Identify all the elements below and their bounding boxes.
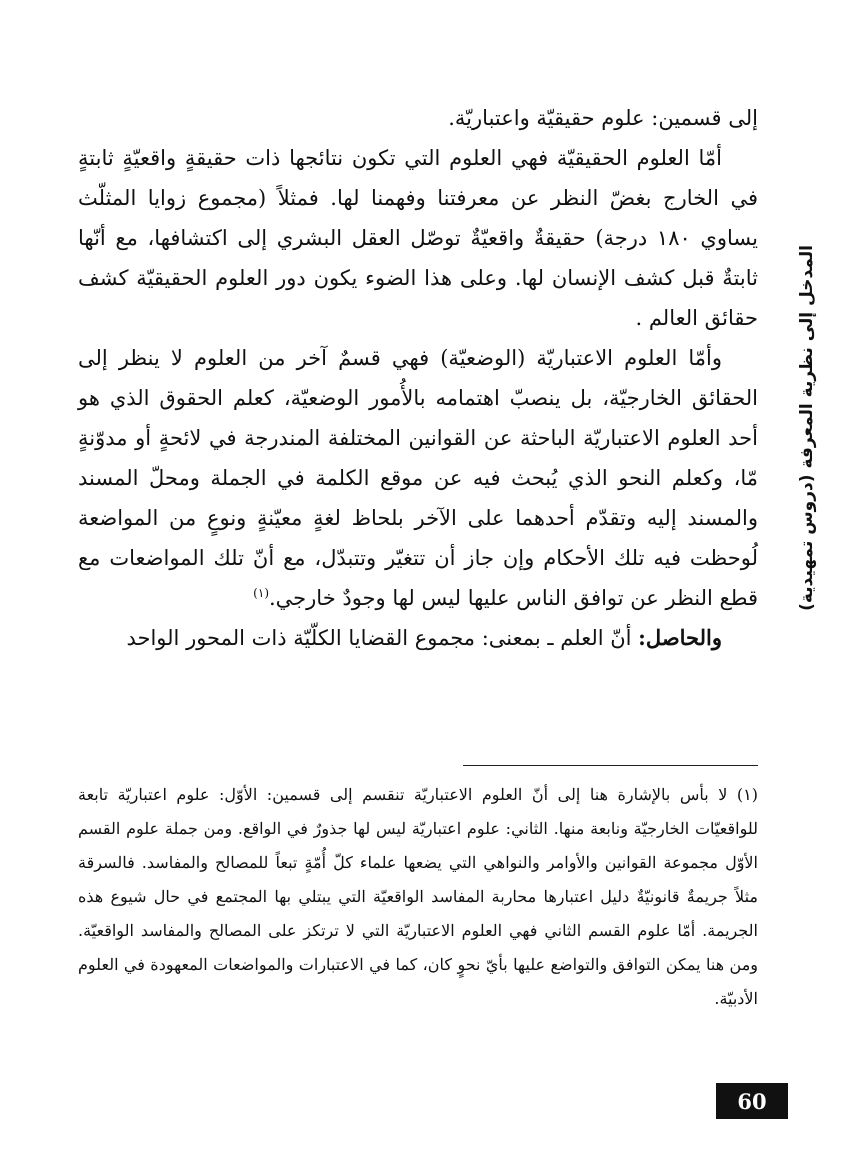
running-head (787, 130, 827, 725)
paragraph-4-lead: والحاصل: (638, 625, 722, 650)
footnote-reference[interactable]: (١) (253, 586, 269, 600)
paragraph-4-text: أنّ العلم ـ بمعنى: مجموع القضايا الكلّيّة ذات المحور الواحد (126, 626, 639, 650)
footnote-text: (١) لا بأس بالإشارة هنا إلى أنّ العلوم الاعتباريّة تنقسم إلى قسمين: الأوّل: علوم اعتباريّة تابعة للواقعيّات الخارجيّة ونابعة منها. الثاني: علوم اعتباريّة ليس لها جذورٌ في الواقع. ومن جملة علوم القسم الأوّل مجموعة القوانين والأوامر والنواهي التي يضعها علماء كلّ أُمّةٍ تبعاً للمصالح والمفاسد. فالسرقة مثلاً جريمةٌ قانونيّةٌ دليل اعتبارها محاربة المفاسد الواقعيّة التي يبتلي بها المجتمع في حال شيوع هذه الجريمة. أمّا علوم القسم الثاني فهي العلوم الاعتباريّة التي لا ترتكز على المصالح والمفاسد الواقعيّة. ومن هنا يمكن التوافق والتواضع عليها بأيّ نحوٍ كان، كما في الاعتبارات والمواضعات المعهودة في العلوم الأدبيّة. (78, 785, 759, 1008)
footnote (78, 778, 758, 1016)
main-text (78, 98, 758, 658)
paragraph-2: أمّا العلوم الحقيقيّة فهي العلوم التي تكون نتائجها ذات حقيقةٍ واقعيّةٍ ثابتةٍ في الخارج بغضّ النظر عن معرفتنا وفهمنا لها. فمثلاً (مجموع زوايا المثلّث يساوي ١٨٠ درجة) حقيقةٌ واقعيّةٌ توصّل العقل البشري إلى اكتشافها، مع أنّها ثابتةٌ قبل كشف الإنسان لها. وعلى هذا الضوء يكون دور العلوم الحقيقيّة كشف حقائق العالم . (78, 146, 758, 330)
paragraph-3 (78, 338, 758, 618)
page-number: 60 (716, 1083, 788, 1119)
paragraph-4 (78, 618, 758, 658)
running-head-text: المدخل إلى نظرية المعرفة (دروس تمهيدية) (797, 244, 818, 611)
paragraph-1: إلى قسمين: علوم حقيقيّة واعتباريّة. (448, 106, 758, 130)
paragraph-3-text: وأمّا العلوم الاعتباريّة (الوضعيّة) فهي قسمٌ آخر من العلوم لا ينظر إلى الحقائق الخارجيّة، بل ينصبّ اهتمامه بالأُمور الوضعيّة، كعلم الحقوق الذي هو أحد العلوم الاعتباريّة الباحثة عن القوانين المختلفة المندرجة في لائحةٍ أو مدوّنةٍ مّا، وكعلم النحو الذي يُبحث فيه عن موقع الكلمة في الجملة ومحلّ المسند والمسند إليه وتقدّم أحدهما على الآخر بلحاظ لغةٍ معيّنةٍ ونوعٍ من المواضعة لُوحظت فيه تلك الأحكام وإن جاز أن تتغيّر وتتبدّل، مع أنّ تلك المواضعات مع قطع النظر عن توافق الناس عليها ليس لها وجودٌ خارجي. (78, 346, 758, 610)
footnote-divider (463, 765, 758, 766)
